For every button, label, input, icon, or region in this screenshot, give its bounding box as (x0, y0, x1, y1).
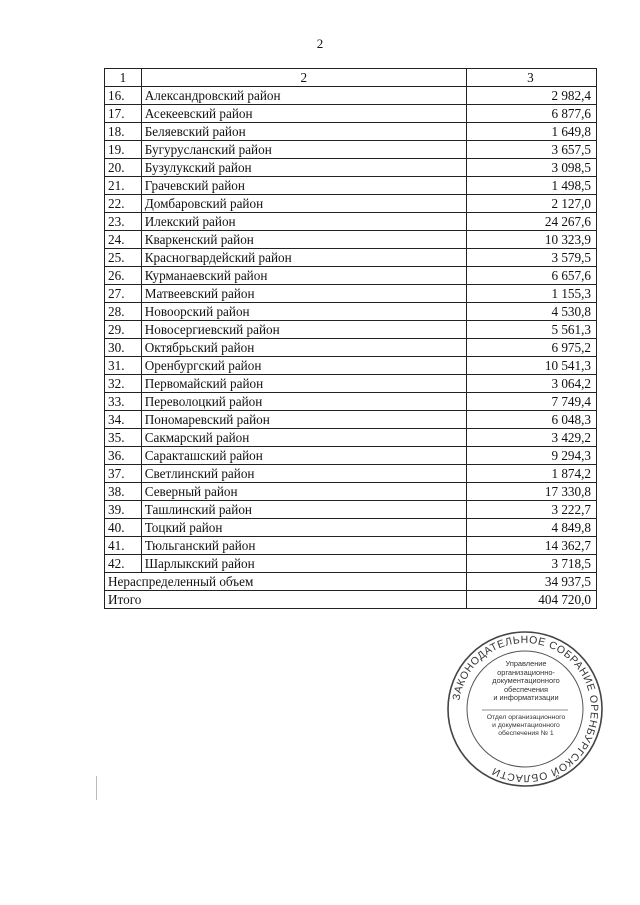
unallocated-value: 34 937,5 (466, 573, 596, 591)
district-value: 1 874,2 (466, 465, 596, 483)
row-number: 27. (105, 285, 142, 303)
row-number: 35. (105, 429, 142, 447)
district-name: Илекский район (141, 213, 466, 231)
table-row (105, 519, 597, 537)
district-value: 10 541,3 (466, 357, 596, 375)
district-value: 3 064,2 (466, 375, 596, 393)
district-name: Шарлыкский район (141, 555, 466, 573)
district-name: Беляевский район (141, 123, 466, 141)
district-value: 3 098,5 (466, 159, 596, 177)
stamp-line: обеспечения № 1 (498, 729, 554, 737)
table-row (105, 537, 597, 555)
district-name: Новосергиевский район (141, 321, 466, 339)
table-row (105, 339, 597, 357)
column-header-2: 2 (141, 69, 466, 87)
table-row (105, 321, 597, 339)
row-number: 42. (105, 555, 142, 573)
table-row (105, 105, 597, 123)
district-value: 1 649,8 (466, 123, 596, 141)
district-value: 6 975,2 (466, 339, 596, 357)
row-number: 21. (105, 177, 142, 195)
district-name: Тоцкий район (141, 519, 466, 537)
table-row (105, 87, 597, 105)
district-value: 3 579,5 (466, 249, 596, 267)
total-row (105, 591, 597, 609)
table-header-row (105, 69, 597, 87)
row-number: 22. (105, 195, 142, 213)
stamp-line: Отдел организационного (486, 714, 566, 721)
district-name: Александровский район (141, 87, 466, 105)
table-row (105, 177, 597, 195)
row-number: 28. (105, 303, 142, 321)
row-number: 39. (105, 501, 142, 519)
table-row (105, 411, 597, 429)
district-value: 24 267,6 (466, 213, 596, 231)
table-row (105, 393, 597, 411)
district-name: Грачевский район (141, 177, 466, 195)
official-stamp (446, 630, 604, 788)
district-value: 1 155,3 (466, 285, 596, 303)
row-number: 36. (105, 447, 142, 465)
district-name: Курманаевский район (141, 267, 466, 285)
row-number: 30. (105, 339, 142, 357)
stamp-inner-bottom (470, 714, 582, 737)
district-value: 7 749,4 (466, 393, 596, 411)
district-value: 4 849,8 (466, 519, 596, 537)
stamp-line: и информатизации (493, 693, 559, 703)
row-number: 31. (105, 357, 142, 375)
unallocated-row (105, 573, 597, 591)
total-value: 404 720,0 (466, 591, 596, 609)
district-name: Пономаревский район (141, 411, 466, 429)
district-name: Октябрьский район (141, 339, 466, 357)
row-number: 17. (105, 105, 142, 123)
budget-table (104, 68, 597, 609)
total-label: Итого (105, 591, 467, 609)
district-value: 3 657,5 (466, 141, 596, 159)
district-name: Северный район (141, 483, 466, 501)
district-value: 6 877,6 (466, 105, 596, 123)
table-row (105, 267, 597, 285)
column-header-1: 1 (105, 69, 142, 87)
row-number: 24. (105, 231, 142, 249)
table-row (105, 231, 597, 249)
district-name: Новоорский район (141, 303, 466, 321)
table-row (105, 447, 597, 465)
row-number: 41. (105, 537, 142, 555)
district-name: Переволоцкий район (141, 393, 466, 411)
page-number: 2 (316, 36, 324, 51)
district-name: Бузулукский район (141, 159, 466, 177)
table-body (105, 87, 597, 573)
stamp-line: Управление (505, 659, 547, 668)
district-value: 3 222,7 (466, 501, 596, 519)
district-value: 4 530,8 (466, 303, 596, 321)
table-row (105, 303, 597, 321)
column-header-3: 3 (466, 69, 596, 87)
row-number: 19. (105, 141, 142, 159)
row-number: 37. (105, 465, 142, 483)
district-name: Домбаровский район (141, 195, 466, 213)
district-value: 9 294,3 (466, 447, 596, 465)
row-number: 38. (105, 483, 142, 501)
stamp-ring-text: ЗАКОНОДАТЕЛЬНОЕ СОБРАНИЕ ОРЕНБУРГСКОЙ ОБЛАСТИ (450, 633, 601, 785)
district-value: 2 127,0 (466, 195, 596, 213)
table-row (105, 357, 597, 375)
district-value: 17 330,8 (466, 483, 596, 501)
row-number: 34. (105, 411, 142, 429)
stamp-line: обеспечения (503, 684, 549, 694)
table-row (105, 285, 597, 303)
district-value: 6 048,3 (466, 411, 596, 429)
district-name: Первомайский район (141, 375, 466, 393)
row-number: 33. (105, 393, 142, 411)
district-name: Саракташский район (141, 447, 466, 465)
table-row (105, 141, 597, 159)
district-name: Оренбургский район (141, 357, 466, 375)
stamp-line: организационно- (497, 667, 555, 677)
stamp-inner-top (470, 660, 582, 703)
district-value: 6 657,6 (466, 267, 596, 285)
row-number: 18. (105, 123, 142, 141)
unallocated-label: Нераспределенный объем (105, 573, 467, 591)
table-row (105, 249, 597, 267)
district-value: 10 323,9 (466, 231, 596, 249)
table-row (105, 123, 597, 141)
table-row (105, 429, 597, 447)
row-number: 29. (105, 321, 142, 339)
stamp-line: и документационного (492, 721, 560, 729)
stamp-seal-icon (446, 630, 604, 788)
table-row (105, 195, 597, 213)
table-row (105, 375, 597, 393)
district-name: Асекеевский район (141, 105, 466, 123)
table-row (105, 159, 597, 177)
district-name: Кваркенский район (141, 231, 466, 249)
row-number: 40. (105, 519, 142, 537)
row-number: 16. (105, 87, 142, 105)
table-row (105, 501, 597, 519)
stamp-line: документационного (492, 676, 560, 686)
district-name: Ташлинский район (141, 501, 466, 519)
district-value: 3 718,5 (466, 555, 596, 573)
district-value: 1 498,5 (466, 177, 596, 195)
district-value: 5 561,3 (466, 321, 596, 339)
table-row (105, 465, 597, 483)
row-number: 23. (105, 213, 142, 231)
district-value: 2 982,4 (466, 87, 596, 105)
district-name: Матвеевский район (141, 285, 466, 303)
district-name: Светлинский район (141, 465, 466, 483)
table-row (105, 483, 597, 501)
district-name: Красногвардейский район (141, 249, 466, 267)
district-value: 14 362,7 (466, 537, 596, 555)
table-row (105, 555, 597, 573)
table-row (105, 213, 597, 231)
row-number: 26. (105, 267, 142, 285)
district-name: Сакмарский район (141, 429, 466, 447)
district-name: Бугурусланский район (141, 141, 466, 159)
row-number: 32. (105, 375, 142, 393)
district-value: 3 429,2 (466, 429, 596, 447)
district-name: Тюльганский район (141, 537, 466, 555)
row-number: 20. (105, 159, 142, 177)
margin-mark (96, 776, 97, 800)
row-number: 25. (105, 249, 142, 267)
